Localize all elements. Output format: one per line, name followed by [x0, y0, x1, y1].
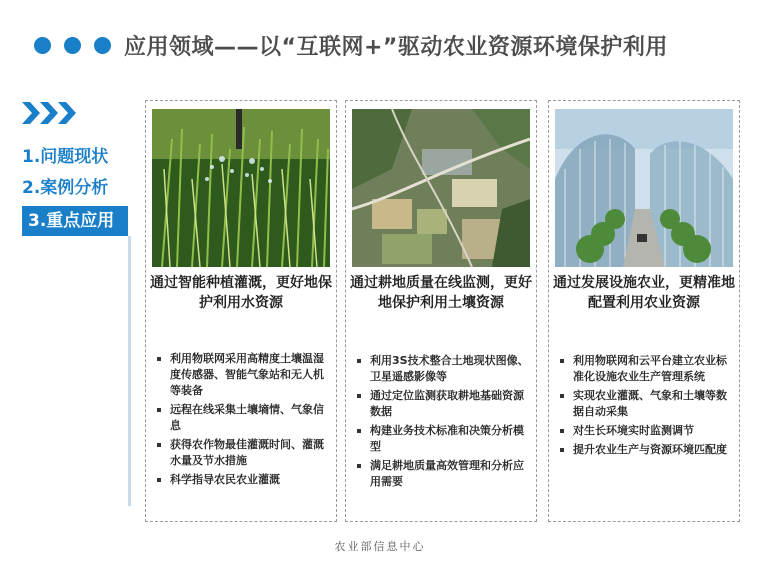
bullet-list — [354, 353, 530, 493]
chevron-arrows-icon — [22, 100, 82, 126]
bullet-dot-icon — [94, 37, 111, 54]
card-title: 通过发展设施农业，更精准地配置利用农业资源 — [553, 275, 735, 311]
card-title: 通过耕地质量在线监测，更好地保护利用土壤资源 — [350, 275, 532, 311]
greenhouse-photo — [555, 109, 733, 267]
nav-item-case-analysis[interactable]: 2.案例分析 — [22, 178, 109, 198]
nav-divider — [128, 236, 131, 506]
list-item: 利用物联网采用高精度土壤温湿度传感器、智能气象站和无人机等装备 — [154, 351, 330, 399]
application-card-facility — [548, 100, 740, 522]
list-item: 满足耕地质量高效管理和分析应用需要 — [354, 458, 530, 490]
card-title: 通过智能种植灌溉，更好地保护利用水资源 — [150, 275, 332, 311]
list-item: 利用物联网和云平台建立农业标准化设施农业生产管理系统 — [557, 353, 733, 385]
footer-source: 农业部信息中心 — [334, 540, 426, 553]
application-card-irrigation — [145, 100, 337, 522]
list-item: 对生长环境实时监测调节 — [557, 423, 733, 439]
bullet-dot-icon — [34, 37, 51, 54]
list-item: 远程在线采集土壤墒情、气象信息 — [154, 402, 330, 434]
list-item: 提升农业生产与资源环境匹配度 — [557, 442, 733, 458]
list-item: 获得农作物最佳灌溉时间、灌溉水量及节水措施 — [154, 437, 330, 469]
irrigation-photo — [152, 109, 330, 267]
satellite-photo — [352, 109, 530, 267]
page-title: 应用领域——以“互联网+”驱动农业资源环境保护利用 — [124, 35, 668, 60]
list-item: 科学指导农民农业灌溉 — [154, 472, 330, 488]
nav-item-problem-status[interactable]: 1.问题现状 — [22, 147, 109, 167]
bullet-list — [557, 353, 733, 461]
bullet-list — [154, 351, 330, 491]
list-item: 构建业务技术标准和决策分析模型 — [354, 423, 530, 455]
list-item: 通过定位监测获取耕地基础资源数据 — [354, 388, 530, 420]
application-card-soil — [345, 100, 537, 522]
nav-item-key-applications[interactable]: 3.重点应用 — [22, 206, 128, 236]
header — [0, 22, 760, 66]
list-item: 实现农业灌溉、气象和土壤等数据自动采集 — [557, 388, 733, 420]
list-item: 利用3S技术整合土地现状图像、卫星遥感影像等 — [354, 353, 530, 385]
bullet-dot-icon — [64, 37, 81, 54]
